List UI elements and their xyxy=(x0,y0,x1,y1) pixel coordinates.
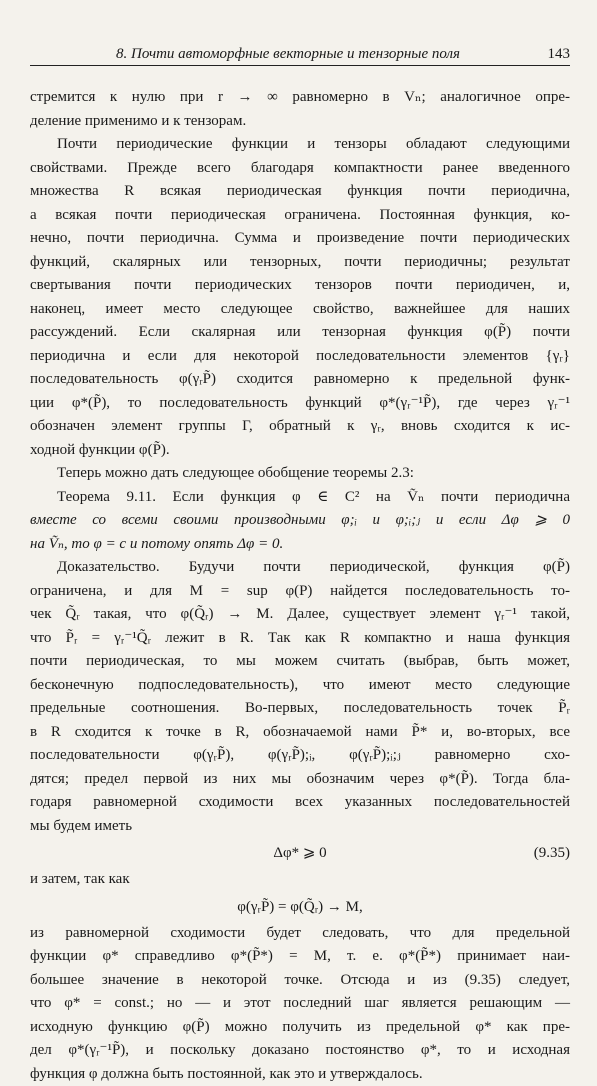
text-line: почти периодическая, то мы можем считать (выбрав, быть может, xyxy=(30,650,570,674)
text-line: Почти периодические функции и тензоры обладают следующими xyxy=(30,133,570,157)
text-line: множества R всякая периодическая функция почти периодична, xyxy=(30,180,570,204)
text-line: дятся; предел первой из них мы обозначим через φ*(P̃). Тогда бла- xyxy=(30,768,570,792)
running-title: 8. Почти автоморфные векторные и тензорные поля xyxy=(116,46,460,63)
text-line: годаря равномерной сходимости всех указанных последовательностей xyxy=(30,791,570,815)
text-line: вместе со всеми своими производными φ;ᵢ и φ;ᵢ;ⱼ и если Δφ ⩾ 0 xyxy=(30,509,570,533)
text-line: периодична и если для некоторой последовательности элементов {γᵣ} xyxy=(30,345,570,369)
text-block-tail xyxy=(30,922,570,1086)
text-line: Теорема 9.11. Если функция φ ∈ C² на Ṽₙ почти периодична xyxy=(30,486,570,510)
text-line: бесконечную подпоследовательность), что имеют место следующие xyxy=(30,674,570,698)
text-line: свертывания почти периодических тензоров почти периодичен, и, xyxy=(30,274,570,298)
text-line: деление применимо и к тензорам. xyxy=(30,110,570,134)
text-line: ходной функции φ(P̃). xyxy=(30,439,570,463)
text-line: рассуждений. Если скалярная или тензорная функция φ(P̃) почти xyxy=(30,321,570,345)
text-line: свойствами. Прежде всего благодаря компактности ранее введенного xyxy=(30,157,570,181)
equation-formula: Δφ* ⩾ 0 xyxy=(30,838,570,868)
text-block-main xyxy=(30,86,570,838)
text-line: большее значение в некоторой точке. Отсюда и из (9.35) следует, xyxy=(30,969,570,993)
text-line: функции φ* справедливо φ*(P̃*) = M, т. е. φ*(P̃*) принимает наи- xyxy=(30,945,570,969)
text-line: последовательность φ(γᵣP̃) сходится равномерно к предельной функ- xyxy=(30,368,570,392)
text-line: Доказательство. Будучи почти периодической, функция φ(P̃) xyxy=(30,556,570,580)
text-line: мы будем иметь xyxy=(30,815,570,839)
text-line: из равномерной сходимости будет следовать, что для предельной xyxy=(30,922,570,946)
text-line: в R сходится к точке в R, обозначаемой нами P̃* и, во-вторых, все xyxy=(30,721,570,745)
text-line: Теперь можно дать следующее обобщение теоремы 2.3: xyxy=(30,462,570,486)
text-line: ции φ*(P̃), то последовательность функций φ*(γᵣ⁻¹P̃), где через γᵣ⁻¹ xyxy=(30,392,570,416)
text-line: последовательности φ(γᵣP̃), φ(γᵣP̃);ᵢ, φ(γᵣP̃);ᵢ;ⱼ равномерно схо- xyxy=(30,744,570,768)
text-line: ограничена, и для M = sup φ(P) найдется последовательность то- xyxy=(30,580,570,604)
equation-9-35 xyxy=(30,838,570,868)
text-line: предельные соотношения. Во-первых, последовательность точек P̃ᵣ xyxy=(30,697,570,721)
text-line: чек Q̃ᵣ такая, что φ(Q̃ᵣ) → M. Далее, существует элемент γᵣ⁻¹ такой, xyxy=(30,603,570,627)
page-number: 143 xyxy=(548,46,571,63)
text-line: что φ* = const.; но — и этот последний шаг является решающим — xyxy=(30,992,570,1016)
equation-number: (9.35) xyxy=(534,838,570,868)
text-line: а всякая почти периодическая ограничена. Постоянная функция, ко- xyxy=(30,204,570,228)
running-header xyxy=(30,46,570,66)
text-line: наконец, имеет место следующее свойство, важнейшее для наших xyxy=(30,298,570,322)
equation-formula: φ(γᵣP̃) = φ(Q̃ᵣ) → M, xyxy=(30,892,570,922)
text-line: функция φ должна быть постоянной, как это и утверждалось. xyxy=(30,1063,570,1086)
text-line: на Ṽₙ, то φ = c и потому опять Δφ = 0. xyxy=(30,533,570,557)
text-line: обозначен элемент группы Γ, обратный к γᵣ, вновь сходится к ис- xyxy=(30,415,570,439)
text-line: дел φ*(γᵣ⁻¹P̃), и поскольку доказано постоянство φ*, то и исходная xyxy=(30,1039,570,1063)
text-line: функций, скалярных или тензорных, почти периодичны; результат xyxy=(30,251,570,275)
equation-limit xyxy=(30,892,570,922)
text-line: нечно, почти периодична. Сумма и произведение почти периодических xyxy=(30,227,570,251)
text-line: что P̃ᵣ = γᵣ⁻¹Q̃ᵣ лежит в R. Так как R компактно и наша функция xyxy=(30,627,570,651)
text-line: исходную функцию φ(P̃) можно получить из предельной φ* как пре- xyxy=(30,1016,570,1040)
text-line: стремится к нулю при r → ∞ равномерно в Vₙ; аналогичное опре- xyxy=(30,86,570,110)
page-body xyxy=(30,86,570,1086)
text-line: и затем, так как xyxy=(30,868,570,892)
